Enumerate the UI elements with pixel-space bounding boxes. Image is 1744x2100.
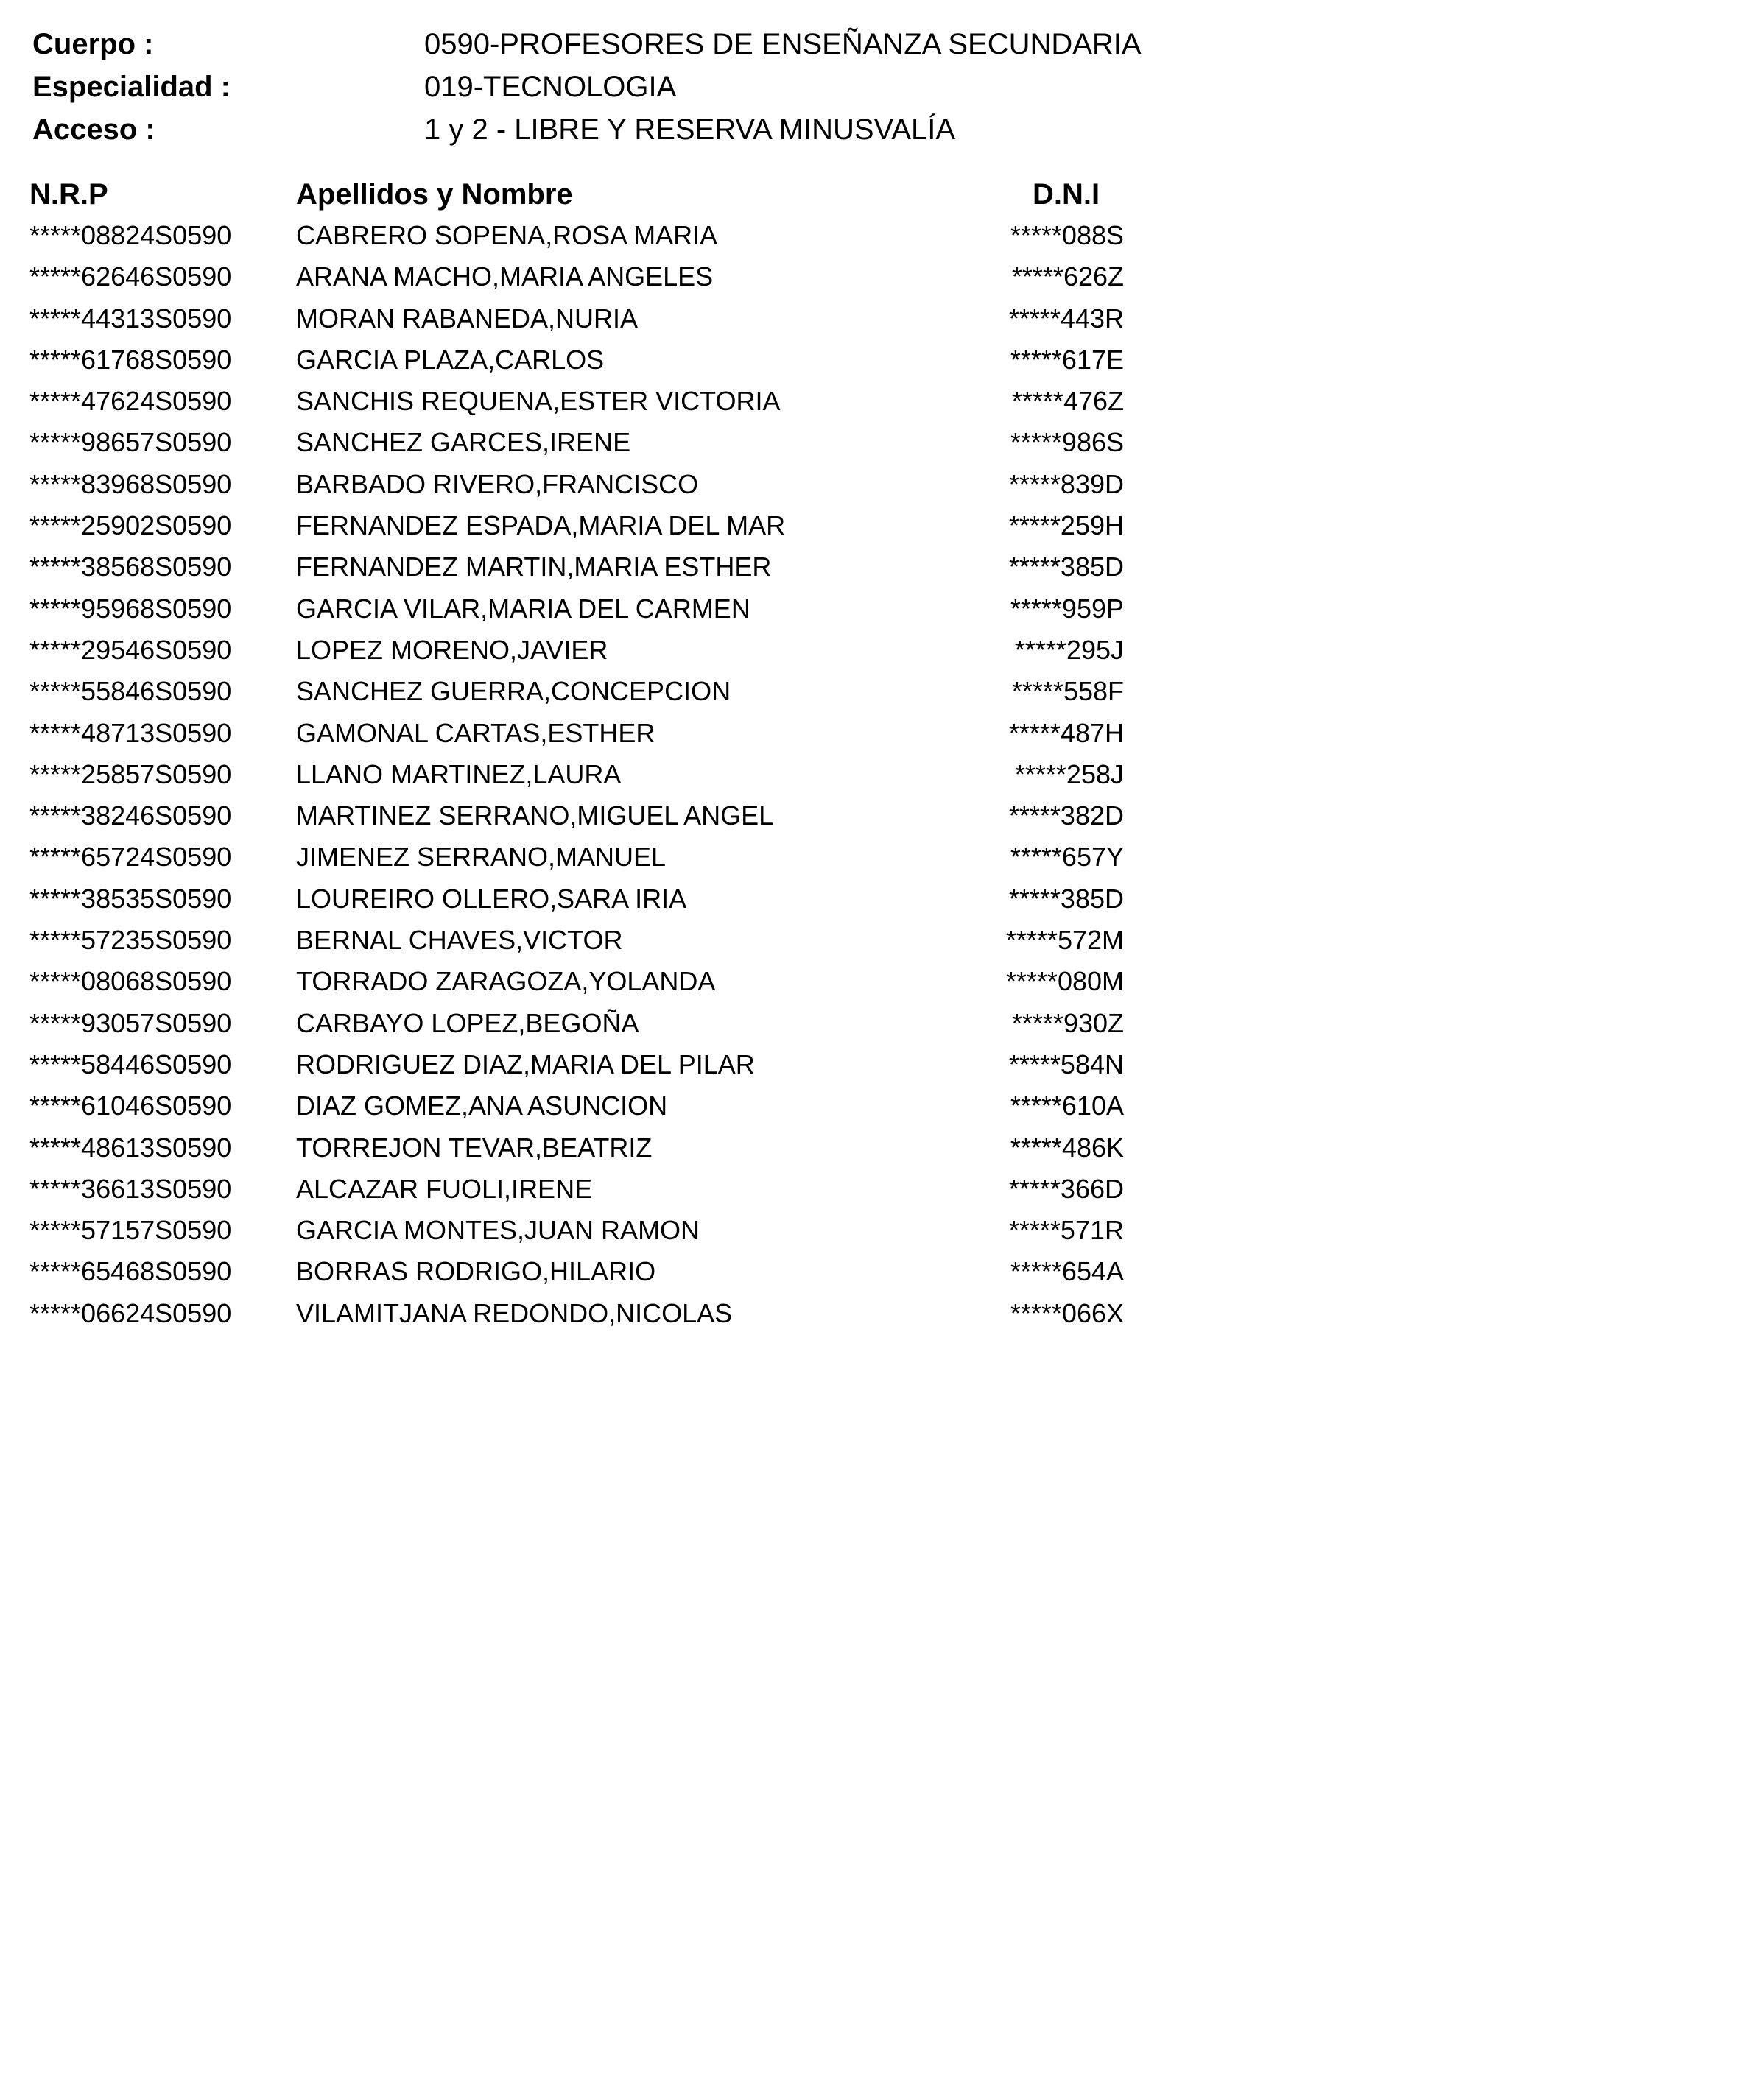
nrp-cell: *****38535S0590: [29, 883, 232, 914]
table-row: [0, 920, 1744, 961]
table-row: [0, 1169, 1744, 1210]
table-row: [0, 422, 1744, 463]
dni-cell: *****066X: [1010, 1297, 1124, 1328]
name-cell: TORREJON TEVAR,BEATRIZ: [296, 1132, 653, 1163]
dni-cell: *****986S: [1010, 427, 1124, 458]
dni-cell: *****385D: [1008, 883, 1124, 914]
nrp-cell: *****25902S0590: [29, 510, 232, 541]
nrp-cell: *****48713S0590: [29, 717, 232, 748]
table-row: [0, 339, 1744, 381]
table-row: [0, 588, 1744, 630]
name-cell: LOUREIRO OLLERO,SARA IRIA: [296, 883, 687, 914]
dni-cell: *****839D: [1008, 468, 1124, 499]
name-cell: LLANO MARTINEZ,LAURA: [296, 758, 622, 789]
column-header-nrp: N.R.P: [29, 178, 108, 211]
name-cell: VILAMITJANA REDONDO,NICOLAS: [296, 1297, 733, 1328]
candidates-table: [0, 174, 1744, 1334]
table-row: [0, 381, 1744, 422]
dni-cell: *****476Z: [1011, 386, 1124, 417]
acceso-value: 1 y 2 - LIBRE Y RESERVA MINUSVALÍA: [424, 113, 956, 146]
dni-cell: *****571R: [1008, 1215, 1124, 1246]
name-cell: LOPEZ MORENO,JAVIER: [296, 634, 608, 665]
dni-cell: *****584N: [1008, 1049, 1124, 1079]
nrp-cell: *****36613S0590: [29, 1173, 232, 1204]
dni-cell: *****572M: [1005, 925, 1124, 956]
dni-cell: *****080M: [1005, 966, 1124, 997]
table-row: [0, 298, 1744, 339]
especialidad-value: 019-TECNOLOGIA: [424, 71, 677, 103]
table-row: [0, 1127, 1744, 1169]
column-header-dni: D.N.I: [1033, 178, 1100, 211]
table-row: [0, 1085, 1744, 1127]
nrp-cell: *****48613S0590: [29, 1132, 232, 1163]
table-row: [0, 671, 1744, 712]
nrp-cell: *****83968S0590: [29, 468, 232, 499]
cuerpo-value: 0590-PROFESORES DE ENSEÑANZA SECUNDARIA: [424, 28, 1142, 60]
name-cell: MARTINEZ SERRANO,MIGUEL ANGEL: [296, 800, 774, 831]
table-row: [0, 215, 1744, 256]
table-row: [0, 464, 1744, 505]
name-cell: MORAN RABANEDA,NURIA: [296, 303, 639, 334]
name-cell: TORRADO ZARAGOZA,YOLANDA: [296, 966, 716, 997]
name-cell: CABRERO SOPENA,ROSA MARIA: [296, 220, 718, 250]
name-cell: JIMENEZ SERRANO,MANUEL: [296, 842, 667, 873]
dni-cell: *****382D: [1008, 800, 1124, 831]
name-cell: GARCIA MONTES,JUAN RAMON: [296, 1215, 700, 1246]
name-cell: SANCHEZ GARCES,IRENE: [296, 427, 631, 458]
nrp-cell: *****95968S0590: [29, 593, 232, 624]
nrp-cell: *****44313S0590: [29, 303, 232, 334]
name-cell: BORRAS RODRIGO,HILARIO: [296, 1256, 656, 1287]
name-cell: SANCHEZ GUERRA,CONCEPCION: [296, 676, 731, 707]
table-header: [0, 174, 1744, 215]
name-cell: GAMONAL CARTAS,ESTHER: [296, 717, 655, 748]
table-row: [0, 630, 1744, 671]
name-cell: ALCAZAR FUOLI,IRENE: [296, 1173, 593, 1204]
dni-cell: *****258J: [1014, 758, 1124, 789]
acceso-label: Acceso :: [32, 113, 155, 146]
table-row: [0, 795, 1744, 836]
name-cell: GARCIA VILAR,MARIA DEL CARMEN: [296, 593, 750, 624]
nrp-cell: *****25857S0590: [29, 758, 232, 789]
dni-cell: *****443R: [1008, 303, 1124, 334]
dni-cell: *****617E: [1010, 344, 1124, 375]
nrp-cell: *****93057S0590: [29, 1007, 232, 1038]
nrp-cell: *****29546S0590: [29, 634, 232, 665]
table-row: [0, 836, 1744, 878]
dni-cell: *****654A: [1010, 1256, 1124, 1287]
nrp-cell: *****38246S0590: [29, 800, 232, 831]
nrp-cell: *****65468S0590: [29, 1256, 232, 1287]
table-row: [0, 1044, 1744, 1085]
name-cell: BARBADO RIVERO,FRANCISCO: [296, 468, 699, 499]
table-row: [0, 1251, 1744, 1292]
name-cell: FERNANDEZ ESPADA,MARIA DEL MAR: [296, 510, 786, 541]
table-row: [0, 961, 1744, 1002]
nrp-cell: *****08824S0590: [29, 220, 232, 250]
table-row: [0, 754, 1744, 795]
table-row: [0, 256, 1744, 297]
column-header-name: Apellidos y Nombre: [296, 178, 573, 211]
dni-cell: *****959P: [1010, 593, 1124, 624]
nrp-cell: *****65724S0590: [29, 842, 232, 873]
dni-cell: *****930Z: [1011, 1007, 1124, 1038]
nrp-cell: *****98657S0590: [29, 427, 232, 458]
nrp-cell: *****47624S0590: [29, 386, 232, 417]
dni-cell: *****610A: [1010, 1090, 1124, 1121]
name-cell: GARCIA PLAZA,CARLOS: [296, 344, 605, 375]
name-cell: SANCHIS REQUENA,ESTER VICTORIA: [296, 386, 781, 417]
nrp-cell: *****62646S0590: [29, 261, 232, 292]
dni-cell: *****626Z: [1011, 261, 1124, 292]
dni-cell: *****558F: [1011, 676, 1124, 707]
name-cell: RODRIGUEZ DIAZ,MARIA DEL PILAR: [296, 1049, 755, 1079]
dni-cell: *****487H: [1008, 717, 1124, 748]
table-row: [0, 1210, 1744, 1251]
dni-cell: *****088S: [1010, 220, 1124, 250]
dni-cell: *****295J: [1014, 634, 1124, 665]
name-cell: CARBAYO LOPEZ,BEGOÑA: [296, 1007, 639, 1038]
nrp-cell: *****57235S0590: [29, 925, 232, 956]
table-row: [0, 505, 1744, 546]
document-header: [0, 0, 1744, 147]
nrp-cell: *****08068S0590: [29, 966, 232, 997]
name-cell: BERNAL CHAVES,VICTOR: [296, 925, 623, 956]
name-cell: ARANA MACHO,MARIA ANGELES: [296, 261, 714, 292]
name-cell: FERNANDEZ MARTIN,MARIA ESTHER: [296, 552, 772, 582]
table-row: [0, 878, 1744, 920]
nrp-cell: *****57157S0590: [29, 1215, 232, 1246]
dni-cell: *****259H: [1008, 510, 1124, 541]
dni-cell: *****385D: [1008, 552, 1124, 582]
table-row: [0, 546, 1744, 588]
dni-cell: *****657Y: [1010, 842, 1124, 873]
table-row: [0, 1293, 1744, 1334]
name-cell: DIAZ GOMEZ,ANA ASUNCION: [296, 1090, 668, 1121]
nrp-cell: *****58446S0590: [29, 1049, 232, 1079]
table-body: [0, 215, 1744, 1334]
nrp-cell: *****55846S0590: [29, 676, 232, 707]
table-row: [0, 1003, 1744, 1044]
nrp-cell: *****61768S0590: [29, 344, 232, 375]
dni-cell: *****486K: [1010, 1132, 1124, 1163]
especialidad-label: Especialidad :: [32, 71, 231, 103]
dni-cell: *****366D: [1008, 1173, 1124, 1204]
nrp-cell: *****61046S0590: [29, 1090, 232, 1121]
nrp-cell: *****38568S0590: [29, 552, 232, 582]
cuerpo-label: Cuerpo :: [32, 28, 154, 60]
table-row: [0, 713, 1744, 754]
nrp-cell: *****06624S0590: [29, 1297, 232, 1328]
